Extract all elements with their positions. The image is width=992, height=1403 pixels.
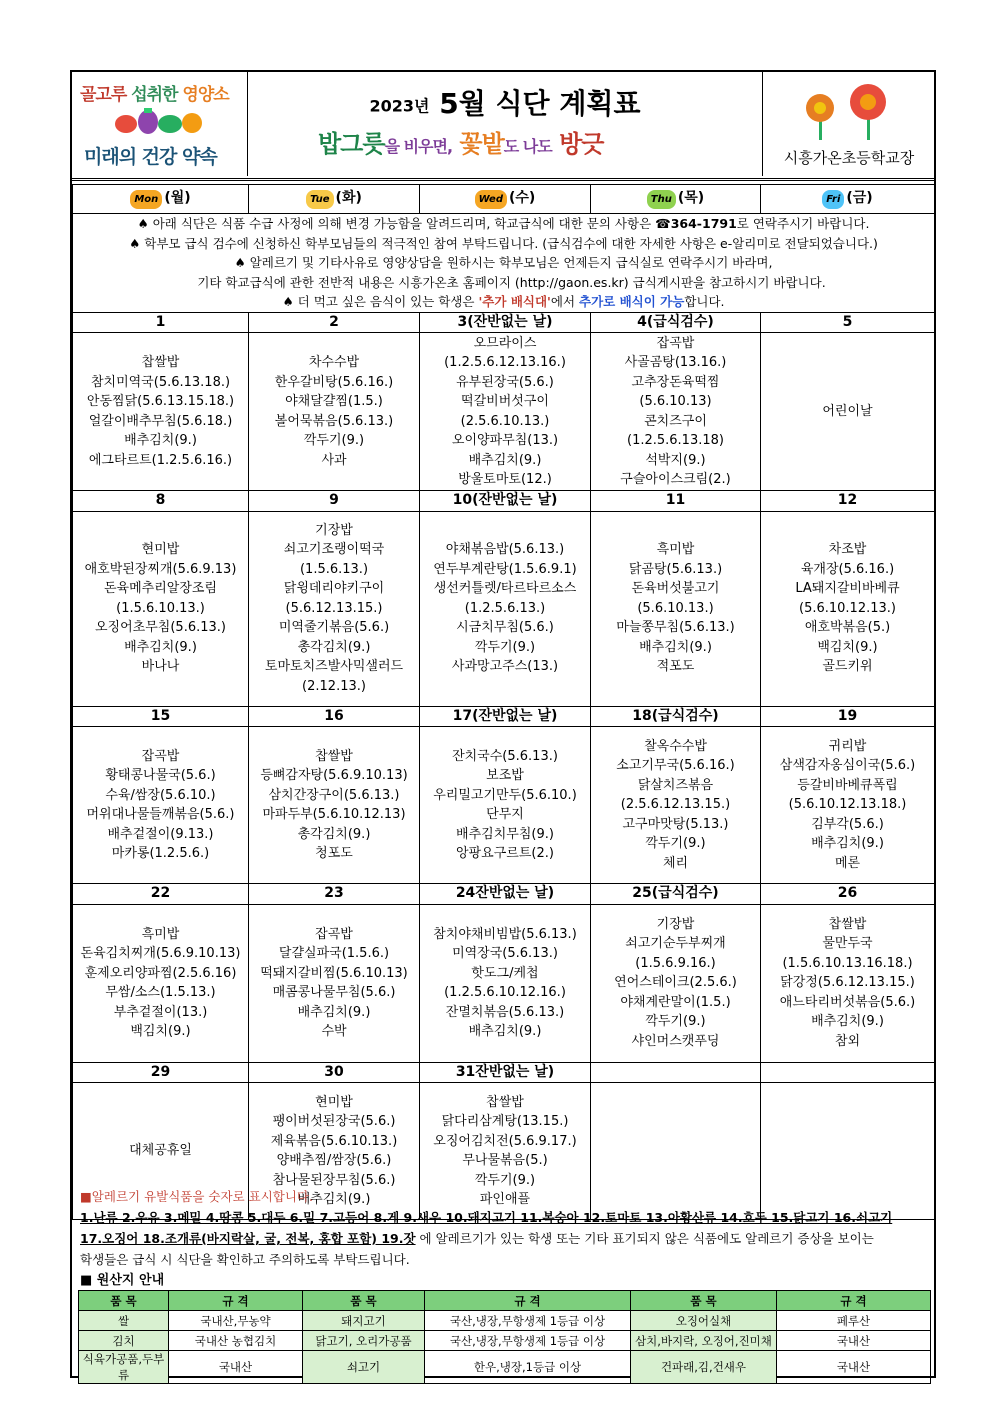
meal-item: 잡곡밥 — [656, 335, 695, 351]
date-row — [73, 491, 935, 512]
meal-cell — [761, 904, 935, 1062]
meal-item: 핫도그/케첩 — [471, 965, 539, 981]
meal-item: 안동찜닭(5.6.13.15.18.) — [86, 394, 235, 409]
meal-row — [73, 333, 935, 491]
origin-cell: 국내산 — [777, 1351, 931, 1384]
meal-item: 황태콩나물국(5.6.) — [105, 768, 216, 783]
day-mon: Mon (월) — [73, 185, 249, 214]
meal-item: 파인애플 — [479, 1192, 531, 1207]
origin-cell: 김치 — [79, 1331, 169, 1351]
meal-item: 배추김치무침(9.) — [456, 826, 554, 842]
slogan: 밥그릇을 비우면, 꽃밭도 나도 방긋 — [318, 130, 604, 158]
weekday-header-row — [73, 185, 935, 214]
meal-item: 사과 — [321, 452, 347, 468]
meal-cell — [249, 727, 420, 884]
date-cell: 10(잔반없는 날) — [420, 491, 591, 512]
meal-item: 육개장(5.6.16.) — [800, 561, 895, 577]
meal-item: 머위대나물들깨볶음(5.6.) — [86, 807, 235, 822]
meal-item: 골드키위 — [822, 659, 873, 675]
meal-cell — [420, 333, 591, 491]
meal-item: 수육/쌈장(5.6.10.) — [105, 787, 216, 803]
meal-item: 적포도 — [656, 659, 695, 675]
meal-item: 흑미밥 — [656, 542, 695, 558]
meal-item: 얼갈이배추무침(5.6.18.) — [88, 413, 233, 429]
meal-cell — [73, 511, 249, 706]
allergy-notice — [80, 1186, 930, 1270]
meal-item: 샤인머스캣푸딩 — [631, 1033, 720, 1049]
meal-item: 닭강정(5.6.12.13.15.) — [780, 975, 915, 991]
meal-cell — [591, 904, 761, 1062]
date-cell: 31잔반없는 날) — [420, 1062, 591, 1083]
meal-cell — [73, 904, 249, 1062]
meal-item: (1.5.6.10.13.16.18.) — [782, 955, 913, 971]
meal-item: 삼색감자옹심이국(5.6.) — [779, 758, 916, 774]
meal-item: 무나물볶음(5.) — [462, 1153, 548, 1168]
meal-item: (2.5.6.12.13.15.) — [620, 797, 731, 813]
meal-cell — [761, 511, 935, 706]
allergy-note: 학생들은 급식 시 식단을 확인하고 주의하도록 부탁드립니다. — [80, 1252, 410, 1267]
origin-cell: 오징어실채 — [631, 1311, 777, 1331]
date-cell: 24잔반없는 날) — [420, 884, 591, 905]
origin-header-cell: 규 격 — [425, 1291, 631, 1311]
notice-line: ♠ 학부모 급식 검수에 신청하신 학부모님들의 적극적인 참여 부탁드립니다. (급식검수에 대한 자세한 사항은 e-알리미로 전달되었습니다.) — [129, 235, 878, 251]
origin-header-cell: 품 목 — [303, 1291, 425, 1311]
notice-line: ♠ 알레르기 및 기타사유로 영양상담을 원하시는 학부모님은 언제든지 급식실로 연락주시기 바라며, — [234, 255, 773, 270]
allergy-heading: ■알레르기 유발식품을 숫자로 표시합니다. — [80, 1189, 313, 1204]
meal-cell — [591, 511, 761, 706]
meal-item: 배추김치(9.) — [811, 1014, 884, 1030]
origin-cell: 국산,냉장,무항생제 1등급 이상 — [425, 1331, 631, 1351]
date-cell: 26 — [761, 884, 935, 905]
meal-item: 배추김치(9.) — [468, 1024, 542, 1039]
meal-item: 닭살치즈볶음 — [637, 777, 714, 793]
meal-item: 기장밥 — [315, 522, 353, 538]
meal-cell — [249, 904, 420, 1062]
meal-item: 어린이날 — [822, 403, 873, 419]
meal-cell — [420, 727, 591, 884]
meal-item: 흑미밥 — [141, 926, 180, 942]
meal-cell — [249, 511, 420, 706]
meal-item: 고구마맛탕(5.13.) — [622, 816, 729, 832]
meal-item: 찹쌀밥 — [828, 916, 867, 932]
origin-row — [79, 1351, 931, 1384]
meal-cell — [761, 727, 935, 884]
meal-item: 현미밥 — [315, 1094, 353, 1110]
origin-cell: 국내산 농협김치 — [169, 1331, 303, 1351]
meal-cell — [420, 904, 591, 1062]
meal-item: 찹쌀밥 — [315, 748, 353, 764]
meal-item: 에그타르트(1.2.5.6.16.) — [88, 452, 233, 468]
meal-item: 단무지 — [486, 807, 524, 822]
date-row — [73, 312, 935, 333]
origin-cell: 국내산 — [777, 1331, 931, 1351]
notice-line: 기타 학교급식에 관한 전반적 내용은 시흥가온초 홈페이지 (http://gaon.es.kr) 급식게시판을 참고하시기 바랍니다. — [197, 274, 826, 290]
date-cell — [761, 1062, 935, 1083]
meal-item: 쇠고기조랭이떡국 — [283, 542, 385, 558]
meal-item: 참치야채비빔밥(5.6.13.) — [433, 926, 577, 942]
meal-item: 마늘쫑무침(5.6.13.) — [616, 620, 735, 636]
date-cell: 23 — [249, 884, 420, 905]
menu-table — [72, 184, 935, 1220]
meal-item: 콘치즈구이 — [644, 413, 707, 429]
meal-item: (5.6.10.12.13.18.) — [788, 797, 907, 813]
meal-cell — [249, 333, 420, 491]
origin-cell: 국내산,무농약 — [169, 1311, 303, 1331]
date-cell: 30 — [249, 1062, 420, 1083]
date-row — [73, 706, 935, 727]
meal-item: 깍두기(9.) — [474, 639, 536, 655]
page-title: 2023년 5월 식단 계획표 — [369, 87, 641, 120]
origin-row — [79, 1311, 931, 1331]
meal-item: 사골곰탕(13.16.) — [624, 355, 727, 370]
meal-row — [73, 511, 935, 706]
meal-item: (1.2.5.6.13.18) — [627, 433, 724, 448]
day-tue: Tue (화) — [249, 185, 420, 214]
meal-item: 마파두부(5.6.10.12.13) — [262, 807, 406, 822]
meal-item: (2.5.6.10.13.) — [460, 413, 550, 429]
meal-item: (1.5.6.9.16.) — [635, 955, 716, 971]
meal-item: 오징어초무침(5.6.13.) — [95, 620, 226, 636]
meal-item: 등뼈감자탕(5.6.9.10.13) — [260, 768, 408, 783]
meal-item: 닭윙데리야키구이 — [283, 581, 385, 597]
header — [72, 72, 934, 181]
meal-cell — [73, 727, 249, 884]
meal-item: 깍두기(9.) — [645, 836, 706, 852]
title-area — [248, 72, 762, 176]
meal-item: (5.6.10.12.13.) — [799, 600, 896, 616]
meal-item: (2.12.13.) — [302, 678, 366, 694]
date-cell: 5 — [761, 312, 935, 333]
meal-item: 미역줄기볶음(5.6.) — [278, 620, 390, 636]
school-name: 시흥가온초등학교장 — [783, 149, 915, 167]
origin-table — [78, 1290, 931, 1384]
meal-item: 체리 — [662, 855, 689, 871]
meal-cell — [420, 511, 591, 706]
origin-header-cell: 품 목 — [79, 1291, 169, 1311]
vegetables-icon — [112, 106, 204, 138]
date-cell: 29 — [73, 1062, 249, 1083]
meal-item: 제육볶음(5.6.10.13.) — [270, 1133, 398, 1149]
notice-line: ♠ 더 먹고 싶은 음식이 있는 학생은 '추가 배식대'에서 추가로 배식이 가능합니다. — [282, 294, 725, 309]
date-cell: 16 — [249, 706, 420, 727]
meal-item: 배추김치(9.) — [124, 639, 197, 655]
flowers-icon — [793, 82, 903, 144]
meal-item: 배추김치(9.) — [297, 1192, 371, 1207]
meal-item: 연어스테이크(2.5.6.) — [614, 975, 737, 991]
meal-item: 양배추찜/쌈장(5.6.) — [276, 1153, 392, 1168]
date-cell: 3(잔반없는 날) — [420, 312, 591, 333]
meal-item: 잔멸치볶음(5.6.13.) — [445, 1004, 565, 1020]
date-row — [73, 1062, 935, 1083]
logo-slogan: 골고루 섭취한 영양소 — [80, 85, 229, 105]
meal-item: (5.6.12.13.15.) — [285, 600, 383, 616]
meal-item: 애호박볶음(5.) — [804, 620, 891, 636]
meal-item: 애호박된장찌개(5.6.9.13) — [84, 561, 237, 577]
date-cell: 12 — [761, 491, 935, 512]
meal-item: 대체공휴일 — [129, 1143, 192, 1159]
meal-item: 삼치간장구이(5.6.13.) — [268, 787, 400, 803]
origin-header-row — [79, 1291, 931, 1311]
meal-item: 참외 — [834, 1033, 861, 1049]
meal-item: 앙팡요구르트(2.) — [456, 846, 554, 861]
meal-item: 닭다리삼계탕(13.15.) — [441, 1114, 569, 1129]
date-cell: 22 — [73, 884, 249, 905]
meal-item: 생선커틀렛/타르타르소스 — [433, 581, 577, 597]
logo — [72, 72, 248, 176]
meal-item: (5.6.10.13) — [639, 394, 712, 409]
origin-cell: 한우,냉장,1등급 이상 — [425, 1351, 631, 1384]
day-thu: Thu (목) — [591, 185, 761, 214]
date-cell: 2 — [249, 312, 420, 333]
origin-cell: 국산,냉장,무항생제 1등급 이상 — [425, 1311, 631, 1331]
meal-item: 한우갈비탕(5.6.16.) — [274, 374, 394, 390]
day-fri: Fri (금) — [761, 185, 935, 214]
meal-cell — [591, 727, 761, 884]
meal-item: 배추김치(9.) — [297, 1004, 371, 1020]
meal-item: 차수수밥 — [308, 355, 360, 370]
meal-item: (1.2.5.6.10.12.16.) — [444, 985, 566, 1000]
meal-item: 잔치국수(5.6.13.) — [452, 748, 558, 764]
meal-item: 야채계란말이(1.5.) — [620, 994, 731, 1010]
meal-item: 애느타리버섯볶음(5.6.) — [779, 994, 916, 1010]
meal-item: 김부각(5.6.) — [811, 816, 884, 832]
origin-cell: 돼지고기 — [303, 1311, 425, 1331]
date-cell: 25(급식검수) — [591, 884, 761, 905]
meal-item: 등갈비바베큐폭립 — [797, 777, 898, 793]
meal-item: 물만두국 — [822, 936, 873, 952]
origin-header-cell: 규 격 — [169, 1291, 303, 1311]
meal-item: 마카롱(1.2.5.6.) — [111, 846, 210, 861]
meal-item: 찹쌀밥 — [141, 355, 180, 370]
meal-item: (1.5.6.10.13.) — [116, 600, 205, 616]
meal-item: 참나물된장무침(5.6.) — [272, 1172, 396, 1188]
meal-cell — [761, 333, 935, 491]
origin-header-cell: 품 목 — [631, 1291, 777, 1311]
origin-cell: 닭고기, 오리가공품 — [303, 1331, 425, 1351]
meal-item: 기장밥 — [656, 916, 695, 932]
meal-item: 깍두기(9.) — [474, 1172, 536, 1188]
meal-item: 연두부계란탕(1.5.6.9.1) — [433, 561, 577, 577]
meal-item: 잡곡밥 — [141, 748, 180, 764]
meal-item: 무쌈/소스(1.5.13.) — [105, 985, 216, 1000]
allergy-list: 17.오징어 18.조개류(바지락살, 굴, 전복, 홍합 포함) 19.잣 에 알레르기가 있는 학생 또는 기타 표기되지 않은 식품에도 알레르기 증상을 보이는 — [80, 1231, 874, 1246]
meal-item: 쇠고기순두부찌개 — [625, 936, 726, 952]
meal-item: 백김치(9.) — [130, 1024, 191, 1039]
meal-item: 배추김치(9.) — [124, 433, 197, 448]
date-cell: 19 — [761, 706, 935, 727]
date-cell: 8 — [73, 491, 249, 512]
meal-item: 찰옥수수밥 — [644, 738, 707, 754]
meal-item: 야채볶음밥(5.6.13.) — [445, 542, 565, 558]
day-wed: Wed (수) — [420, 185, 591, 214]
meal-item: 떡돼지갈비찜(5.6.10.13) — [260, 965, 408, 981]
meal-item: 미역장국(5.6.13.) — [452, 946, 558, 961]
notice-row — [73, 214, 935, 313]
origin-row — [79, 1331, 931, 1351]
school-area — [762, 72, 934, 176]
meal-item: (1.2.5.6.13.) — [464, 600, 546, 616]
meal-item: 배추김치(9.) — [811, 836, 884, 852]
meal-item: 오징어김치전(5.6.9.17.) — [433, 1133, 577, 1149]
meal-item: 귀리밥 — [828, 738, 867, 754]
meal-item: (1.5.6.13.) — [299, 561, 369, 577]
meal-item: 돈육메추리알장조림 — [103, 581, 218, 597]
logo-caption: 미래의 건강 약속 — [84, 146, 217, 168]
date-cell: 11 — [591, 491, 761, 512]
meal-item: 매콤콩나물무침(5.6.) — [272, 985, 396, 1000]
meal-item: 고추장돈육떡찜 — [631, 374, 720, 390]
meal-item: 잡곡밥 — [315, 926, 353, 942]
meal-item: 사과망고주스(13.) — [451, 659, 559, 675]
meal-item: 청포도 — [315, 846, 353, 861]
meal-item: 깍두기(9.) — [303, 433, 365, 448]
meal-item: 오이양파무침(13.) — [451, 433, 559, 448]
origin-cell: 쌀 — [79, 1311, 169, 1331]
meal-item: 메론 — [834, 855, 861, 871]
meal-item: 배추겉절이(9.13.) — [107, 826, 214, 842]
allergy-list: 1.난류 2.우유 3.메밀 4.땅콩 5.대두 6.밀 7.고등어 8.게 9.새우 10.돼지고기 11.복숭아 12.토마토 13.아황산류 14.호두 15.닭고기 16.쇠고기 — [80, 1210, 893, 1225]
meal-item: 토마토치즈발사믹샐러드 — [264, 659, 404, 675]
meal-item: 현미밥 — [141, 542, 180, 558]
meal-row — [73, 904, 935, 1062]
date-cell: 1 — [73, 312, 249, 333]
origin-title: ■ 원산지 안내 — [80, 1273, 165, 1288]
date-cell: 15 — [73, 706, 249, 727]
meal-item: 팽이버섯된장국(5.6.) — [272, 1114, 396, 1129]
meal-item: 유부된장국(5.6.) — [456, 374, 554, 390]
meal-item: 수박 — [321, 1024, 347, 1039]
meal-item: (1.2.5.6.12.13.16.) — [444, 355, 566, 370]
meal-item: 돈육버섯불고기 — [631, 581, 720, 597]
meal-cell — [73, 333, 249, 491]
meal-item: 참치미역국(5.6.13.18.) — [90, 374, 231, 390]
date-cell — [591, 1062, 761, 1083]
meal-item: 배추김치(9.) — [639, 639, 712, 655]
origin-cell: 국내산 — [169, 1351, 303, 1384]
date-row — [73, 884, 935, 905]
origin-header-cell: 규 격 — [777, 1291, 931, 1311]
origin-body — [79, 1291, 931, 1384]
date-cell: 4(급식검수) — [591, 312, 761, 333]
weeks — [73, 312, 935, 1220]
notice-box — [73, 214, 935, 313]
meal-row — [73, 727, 935, 884]
origin-cell: 삼치,바지락, 오징어,진미채 — [631, 1331, 777, 1351]
meal-item: 깍두기(9.) — [645, 1014, 706, 1030]
meal-item: 소고기무국(5.6.16.) — [616, 758, 735, 774]
meal-item: 배추김치(9.) — [468, 452, 542, 468]
notice-line: ♠ 아래 식단은 식품 수급 사정에 의해 변경 가능함을 알려드리며, 학교급식에 대한 문의 사항은 ☎364-1791로 연락주시기 바랍니다. — [137, 216, 870, 231]
meal-item: 바나나 — [141, 659, 180, 675]
meal-item: 시금치무침(5.6.) — [456, 620, 554, 636]
meal-item: 볼어묵볶음(5.6.13.) — [274, 413, 394, 429]
meal-item: 총각김치(9.) — [297, 826, 371, 842]
date-cell: 9 — [249, 491, 420, 512]
meal-item: LA돼지갈비바베큐 — [795, 581, 900, 597]
meal-item: 방울토마토(12.) — [458, 472, 552, 487]
meal-item: 닭곰탕(5.6.13.) — [628, 561, 723, 577]
meal-item: 구슬아이스크림(2.) — [620, 472, 731, 487]
meal-item: 부추겉절이(13.) — [113, 1004, 208, 1020]
meal-item: 떡갈비버섯구이 — [461, 394, 549, 409]
meal-item: 보조밥 — [486, 768, 524, 783]
meal-item: 우리밀고기만두(5.6.10.) — [433, 787, 577, 803]
meal-item: 백김치(9.) — [817, 639, 878, 655]
origin-cell: 식육가공품,두부류 — [79, 1351, 169, 1384]
meal-item: 훈제오리양파찜(2.5.6.16) — [84, 965, 237, 981]
meal-item: 야채달걀찜(1.5.) — [285, 394, 383, 409]
meal-item: 석박지(9.) — [645, 452, 706, 468]
meal-item: (5.6.10.13.) — [637, 600, 714, 616]
meal-item: 오므라이스 — [473, 335, 537, 351]
meal-item: 찹쌀밥 — [486, 1094, 524, 1110]
meal-item: 차조밥 — [828, 542, 867, 558]
origin-cell: 건파래,김,건새우 — [631, 1351, 777, 1384]
origin-cell: 페루산 — [777, 1311, 931, 1331]
meal-item: 달걀실파국(1.5.6.) — [278, 946, 390, 961]
meal-cell — [591, 333, 761, 491]
date-cell: 18(급식검수) — [591, 706, 761, 727]
date-cell: 17(잔반없는 날) — [420, 706, 591, 727]
meal-item: 총각김치(9.) — [297, 639, 371, 655]
origin-cell: 쇠고기 — [303, 1351, 425, 1384]
meal-item: 돈육김치찌개(5.6.9.10.13) — [80, 946, 241, 961]
